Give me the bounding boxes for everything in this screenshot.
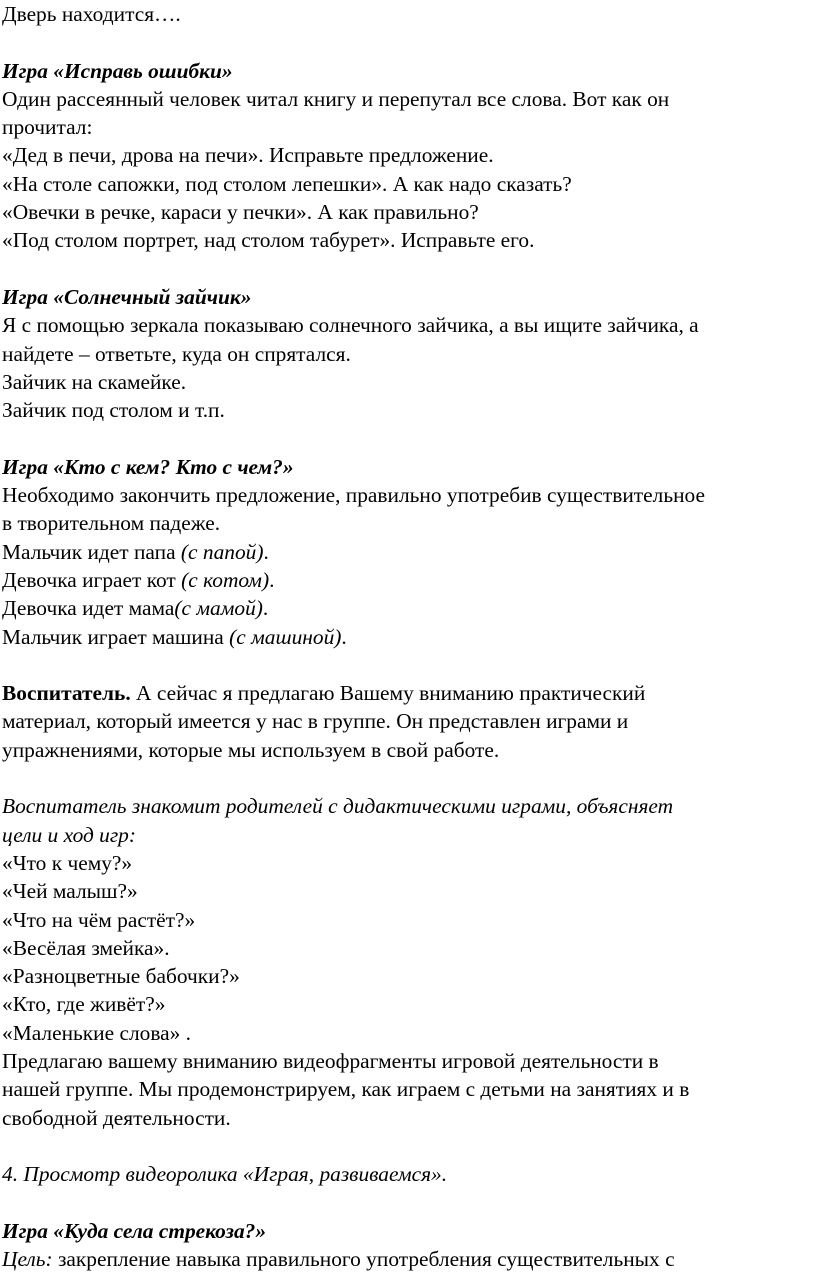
game1-line: Один рассеянный человек читал книгу и перепутал все слова. Вот как он <box>2 86 670 111</box>
paragraph-gap <box>2 1188 810 1216</box>
example-period: . <box>262 596 269 621</box>
game1-line: «Овечки в речке, караси у печки». А как правильно? <box>2 200 479 225</box>
game1-line: «На столе сапожки, под столом лепешки». А как надо сказать? <box>2 171 572 196</box>
example-text: Девочка идет мама <box>2 596 175 621</box>
game1-line: прочитал: <box>2 115 93 140</box>
games-list-item: «Что к чему?» <box>2 850 133 875</box>
paragraph-gap <box>2 764 810 792</box>
games-list-item: «Весёлая змейка». <box>2 935 170 960</box>
example-answer: (с папой) <box>180 539 264 564</box>
video-line: нашей группе. Мы продемонстрируем, как играем с детьми на занятиях и в <box>2 1077 690 1102</box>
game3-example <box>2 623 810 651</box>
paragraph-gap <box>2 28 810 56</box>
game2-line: Зайчик на скамейке. <box>2 369 187 394</box>
example-answer: (с машиной) <box>229 624 342 649</box>
games-list-intro: цели и ход игр: <box>2 822 137 847</box>
games-list-item: «Разноцветные бабочки?» <box>2 964 240 989</box>
games-list-intro: Воспитатель знакомит родителей с дидактическими играми, объясняет <box>2 794 674 819</box>
example-text: Мальчик играет машина <box>2 624 230 649</box>
game4-title: Игра «Куда села стрекоза?» <box>2 1218 267 1243</box>
video-line: свободной деятельности. <box>2 1105 231 1130</box>
game1-title: Игра «Исправь ошибки» <box>2 58 233 83</box>
example-answer: (с мамой) <box>174 596 263 621</box>
teacher-text: А сейчас я предлагаю Вашему вниманию практический <box>130 681 646 706</box>
teacher-line: упражнениями, которые мы используем в свой работе. <box>2 737 500 762</box>
goal-label: Цель: <box>2 1247 53 1272</box>
paragraph-gap <box>2 424 810 452</box>
teacher-line: материал, который имеется у нас в группе. Он представлен играми и <box>2 709 629 734</box>
example-period: . <box>341 624 347 649</box>
example-text: Девочка играет кот <box>2 567 182 592</box>
paragraph-gap <box>2 1132 810 1160</box>
example-answer: (с котом) <box>181 567 270 592</box>
game3-line: Необходимо закончить предложение, правильно употребив существительное <box>2 483 705 508</box>
teacher-label: Воспитатель. <box>2 681 131 706</box>
document-page <box>2 0 810 1273</box>
game3-example <box>2 594 810 622</box>
game3-title: Игра «Кто с кем? Кто с чем?» <box>2 454 294 479</box>
game1-line: «Дед в печи, дрова на печи». Исправьте предложение. <box>2 143 494 168</box>
game2-line: Зайчик под столом и т.п. <box>2 398 225 423</box>
goal-text: закрепление навыка правильного употребления существительных с <box>52 1247 675 1272</box>
games-list-item: «Что на чём растёт?» <box>2 907 196 932</box>
video-line: Предлагаю вашему вниманию видеофрагменты игровой деятельности в <box>2 1048 659 1073</box>
game4-goal <box>2 1245 810 1273</box>
games-list-item: «Маленькие слова» . <box>2 1020 192 1045</box>
game2-title: Игра «Солнечный зайчик» <box>2 284 252 309</box>
game2-line: найдете – ответьте, куда он спрятался. <box>2 341 351 366</box>
games-list-item: «Кто, где живёт?» <box>2 992 166 1017</box>
game1-line: «Под столом портрет, над столом табурет». Исправьте его. <box>2 228 535 253</box>
paragraph-gap <box>2 255 810 283</box>
game3-line: в творительном падеже. <box>2 511 221 536</box>
example-period: . <box>263 539 269 564</box>
game2-line: Я с помощью зеркала показываю солнечного зайчика, а вы ищите зайчика, а <box>2 313 699 338</box>
games-list-item: «Чей малыш?» <box>2 879 138 904</box>
game3-example <box>2 538 810 566</box>
example-text: Мальчик идет папа <box>2 539 181 564</box>
game3-example <box>2 566 810 594</box>
paragraph-gap <box>2 651 810 679</box>
teacher-line <box>2 679 810 707</box>
section-4-heading: 4. Просмотр видеоролика «Играя, развиваемся». <box>2 1162 448 1187</box>
intro-line: Дверь находится…. <box>2 2 181 26</box>
example-period: . <box>269 567 275 592</box>
